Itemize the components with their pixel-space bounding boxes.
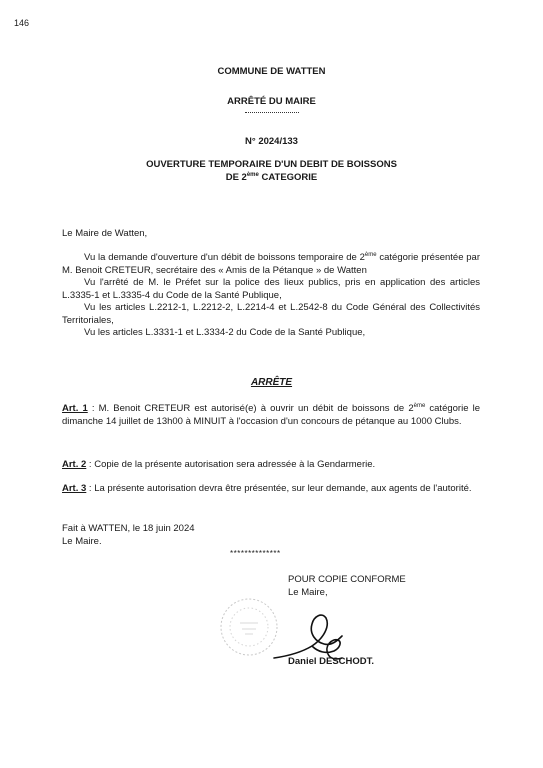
mayor-label: Le Maire. bbox=[62, 536, 102, 547]
visa-3: Vu les articles L.2212-1, L.2212-2, L.2214-4 et L.2542-8 du Code Général des Collectivités Territoriales, bbox=[62, 302, 480, 326]
decree-number: N° 2024/133 bbox=[245, 136, 298, 147]
article-1-label: Art. 1 bbox=[62, 403, 88, 414]
article-3: Art. 3 : La présente autorisation devra être présentée, sur leur demande, aux agents de l'autorité. bbox=[62, 483, 472, 494]
article-2-label: Art. 2 bbox=[62, 459, 87, 470]
place-date: Fait à WATTEN, le 18 juin 2024 bbox=[62, 523, 195, 534]
separator-stars: ************** bbox=[230, 549, 281, 558]
visas-block bbox=[62, 252, 480, 340]
article-2: Art. 2 : Copie de la présente autorisation sera adressée à la Gendarmerie. bbox=[62, 459, 376, 470]
page-number: 146 bbox=[14, 18, 30, 28]
visa-1: Vu la demande d'ouverture d'un débit de boissons temporaire de 2ème catégorie présentée par M. Benoit CRETEUR, secrétaire des « Amis de la Pétanque » de Watten bbox=[62, 251, 480, 276]
visa-2: Vu l'arrêté de M. le Préfet sur la police des lieux publics, pris en application des articles L.3335-1 et L.3335-4 du Code de la Santé Publique, bbox=[62, 277, 480, 301]
mayor-label-2: Le Maire, bbox=[288, 587, 328, 598]
signatory-name: Daniel DESCHODT. bbox=[288, 656, 375, 667]
salutation: Le Maire de Watten, bbox=[62, 228, 148, 239]
commune-name: COMMUNE DE WATTEN bbox=[217, 66, 326, 77]
article-3-label: Art. 3 bbox=[62, 483, 87, 494]
visa-4: Vu les articles L.3331-1 et L.3334-2 du Code de la Santé Publique, bbox=[84, 327, 366, 338]
document-title: ARRÊTÉ DU MAIRE bbox=[227, 96, 316, 107]
article-1: Art. 1 : M. Benoit CRETEUR est autorisé(e) à ouvrir un débit de boissons de 2ème catégorie le dimanche 14 juillet de 13h00 à MINUIT à l'occasion d'un concours de pétanque au 1000 Clubs. bbox=[62, 402, 480, 427]
certified-copy-label: POUR COPIE CONFORME bbox=[288, 574, 406, 585]
arrete-heading: ARRÊTE bbox=[250, 377, 293, 388]
subject-line-2: DE 2ème CATEGORIE bbox=[225, 171, 318, 183]
title-dotted-rule bbox=[245, 112, 299, 113]
subject-line-1: OUVERTURE TEMPORAIRE D'UN DEBIT DE BOISSONS bbox=[146, 159, 397, 170]
